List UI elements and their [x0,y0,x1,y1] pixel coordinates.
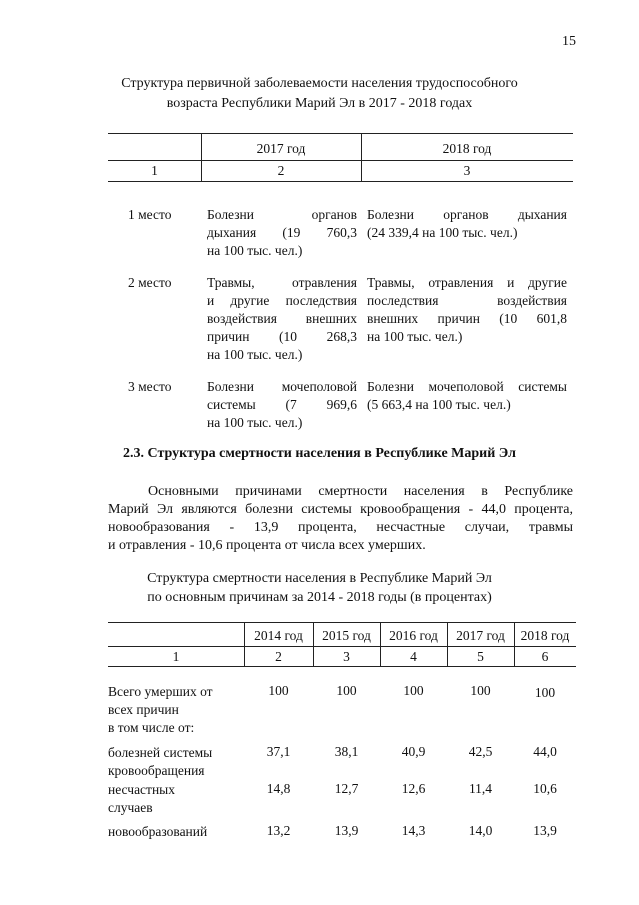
table1-colnum: 3 [463,163,471,178]
table2-value: 12,6 [401,781,426,796]
table2-row-label [108,781,175,817]
table2-value: 37,1 [266,744,291,759]
table1-cell-2018 [367,378,567,414]
paragraph-line: Марий Эл являются болезни системы кровообращения - 44,0 процента, [108,502,573,517]
table2-value: 100 [534,685,556,700]
table2-colnum: 6 [541,649,549,664]
label-line: болезней системы [108,745,213,760]
table1-caption-line: Структура первичной заболеваемости населения трудоспособного [121,76,518,91]
table1-caption-line: возраста Республики Марий Эл в 2017 - 2018 годах [166,96,473,111]
table1-place: 2 место [128,275,172,290]
table2-value: 38,1 [334,744,359,759]
paragraph-line: и отравления - 10,6 процента от числа всех умерших. [108,538,426,553]
table1-rule-top [108,133,573,134]
section-heading: 2.3. Структура смертности населения в Республике Марий Эл [123,446,516,461]
table1-cell-2017 [207,378,357,432]
table1-cell-2018 [367,206,567,242]
table1-place: 3 место [128,379,172,394]
cell-line: Травмы, отравления [207,275,357,290]
table1-place: 1 место [128,207,172,222]
table2-year-header: 2014 год [254,628,303,643]
table2-row-label [108,744,212,780]
table2-value: 100 [403,683,424,698]
cell-line: на 100 тыс. чел.) [207,243,303,258]
table2-value: 11,4 [468,781,493,796]
table2-value: 100 [470,683,491,698]
table2-year-header: 2017 год [456,628,505,643]
table1-cell-2017 [207,206,357,260]
table2-colnum: 4 [410,649,417,664]
table2-value: 13,2 [266,823,291,838]
table2-value: 100 [268,683,289,698]
table2-value: 10,6 [533,781,557,796]
table2-year-header: 2016 год [389,628,438,643]
table1-colnum: 2 [277,163,285,178]
cell-line: внешних причин (10 601,8 [367,311,567,326]
table2-row-label [108,823,207,841]
table2-year-header: 2018 год [520,628,570,643]
cell-line: и другие последствия [207,293,357,308]
label-line: кровообращения [108,763,205,778]
label-line: всех причин [108,702,179,717]
table1-colnum: 1 [151,163,158,178]
table2-colnum: 1 [172,649,180,664]
paragraph-line: новообразования - 13,9 процента, несчастные случаи, травмы [108,520,573,535]
cell-line: причин (10 268,3 [207,329,357,344]
table2-colnum: 5 [477,649,484,664]
label-line: случаев [108,800,153,815]
cell-line: на 100 тыс. чел.) [207,415,303,430]
table2-value: 14,8 [266,781,291,796]
table1-rule-mid [108,160,573,161]
table1-cell-2017 [207,274,357,364]
cell-line: последствия воздействия [367,293,567,308]
label-line: в том числе от: [108,720,195,735]
table2-value: 44,0 [533,744,557,759]
table2-value: 40,9 [401,744,426,759]
paragraph-line: Основными причинами смертности населения в Республике [148,484,573,499]
table2-colnum: 2 [275,649,282,664]
table2-value: 12,7 [334,781,359,796]
cell-line: (24 339,4 на 100 тыс. чел.) [367,225,518,240]
label-line: новообразований [108,824,208,839]
table2-value: 100 [336,683,357,698]
cell-line: Болезни мочеполовой системы [367,379,567,394]
table2-value: 14,3 [401,823,426,838]
table2-rule-top [108,622,576,623]
cell-line: системы (7 969,6 [207,397,357,412]
cell-line: на 100 тыс. чел.) [367,329,463,344]
table2-value: 13,9 [334,823,359,838]
cell-line: на 100 тыс. чел.) [207,347,303,362]
table2-rule-mid [108,646,576,647]
table2-value: 13,9 [533,823,557,838]
label-line: несчастных [108,782,175,797]
cell-line: воздействия внешних [207,311,357,326]
table2-row-label [108,683,213,737]
label-line: Всего умерших от [108,684,213,699]
table2-rule-bottom [108,666,576,667]
table2-colnum: 3 [343,649,350,664]
cell-line: (5 663,4 на 100 тыс. чел.) [367,397,511,412]
table2-value: 14,0 [468,823,493,838]
table1-cell-2018 [367,274,567,346]
cell-line: Травмы, отравления и другие [367,275,567,290]
cell-line: Болезни мочеполовой [207,379,357,394]
table1-header-2018: 2018 год [442,141,492,156]
cell-line: дыхания (19 760,3 [207,225,357,240]
section-paragraph [108,483,573,555]
cell-line: Болезни органов дыхания [367,207,567,222]
table2-value: 42,5 [468,744,493,759]
table2-year-header: 2015 год [322,628,371,643]
table1-rule-bottom [108,181,573,182]
table1-header-2017: 2017 год [256,141,306,156]
table2-caption-line: по основным причинам за 2014 - 2018 годы (в процентах) [147,590,492,605]
cell-line: Болезни органов [207,207,357,222]
page-number: 15 [562,34,576,49]
table2-caption-line: Структура смертности населения в Республике Марий Эл [147,571,492,586]
